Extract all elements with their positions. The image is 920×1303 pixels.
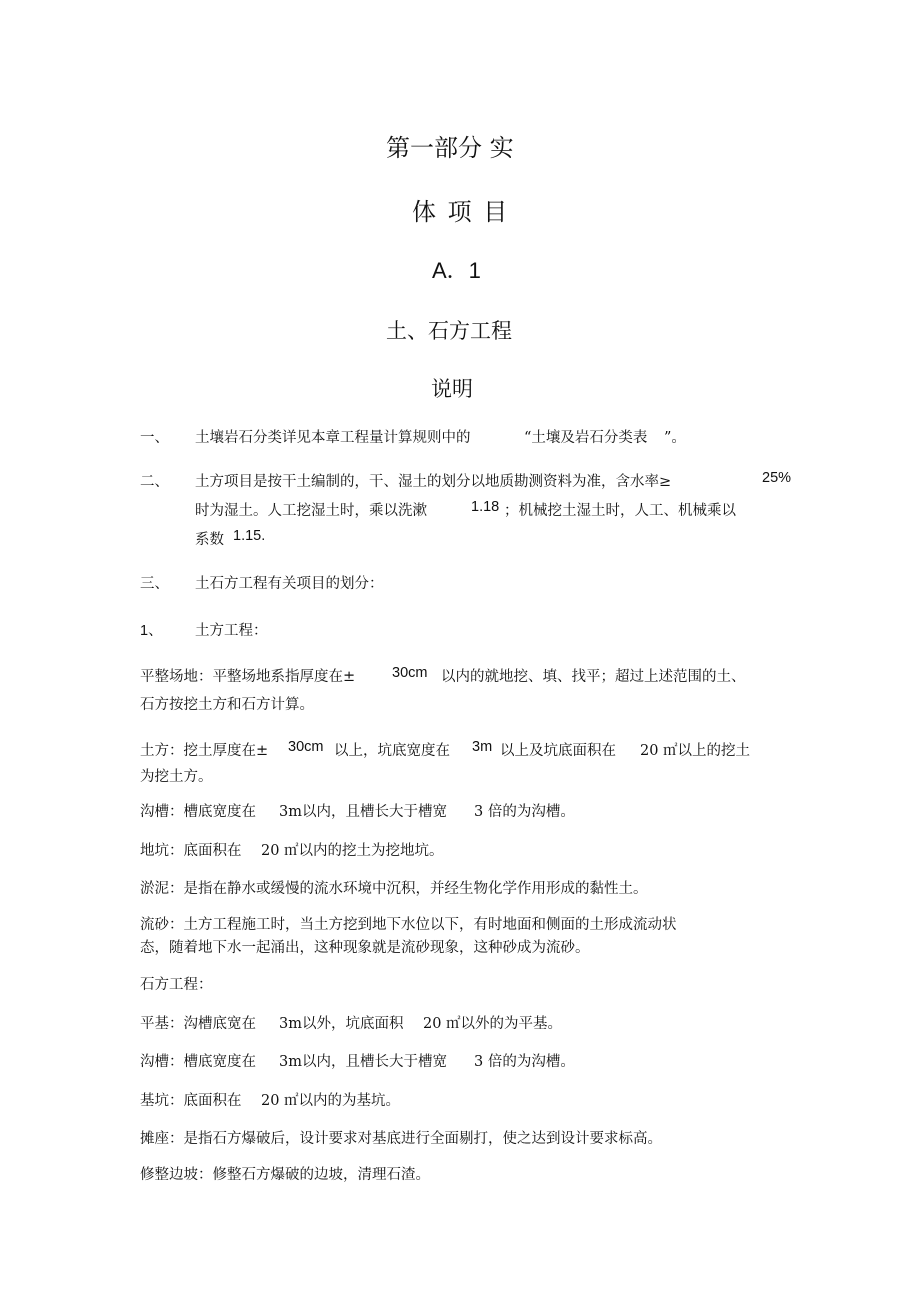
item-2-line1: 土方项目是按干土编制的，干、湿土的划分以地质勘测资料为准，含水率≥ xyxy=(195,474,672,490)
flat-base-c: 20 ㎡以外的为平基。 xyxy=(423,1016,563,1032)
part-title-line1: 第一部分 实 xyxy=(386,134,514,162)
stone-trench-c: 3 倍的为沟槽。 xyxy=(474,1054,575,1070)
trench-c: 3 倍的为沟槽。 xyxy=(474,804,575,820)
stone-trench-b: 3m以内，且槽长大于槽宽 xyxy=(279,1054,447,1070)
item-4-text: 土方工程： xyxy=(195,623,268,639)
earth-line1-a: 土方：挖土厚度在± xyxy=(140,743,269,759)
trench-b: 3m以内，且槽长大于槽宽 xyxy=(279,804,447,820)
item-2-line2-c: ；机械挖土湿土时，人工、机械乘以 xyxy=(504,503,736,519)
flat-base-a: 平基：沟槽底宽在 xyxy=(140,1016,256,1032)
earth-line1-e: 以上及坑底面积在 xyxy=(500,743,616,759)
item-2-factor-machine: 1.15. xyxy=(233,528,266,544)
earth-line1-f: 20 ㎡以上的挖土 xyxy=(640,743,751,759)
earth-line2: 为挖土方。 xyxy=(140,769,213,785)
item-marker-1: 一、 xyxy=(140,430,169,446)
quicksand-line1: 流砂：土方工程施工时，当土方挖到地下水位以下，有时地面和侧面的土形成流动状 xyxy=(140,917,677,933)
level-site-thickness: 30cm xyxy=(392,665,428,681)
level-site-line2: 石方按挖土方和石方计算。 xyxy=(140,697,314,713)
pit-b: 20 ㎡以内的挖土为挖地坑。 xyxy=(261,843,444,859)
item-1-quote-end: ”。 xyxy=(664,430,686,446)
level-site-line1-a: 平整场地：平整场地系指厚度在± xyxy=(140,669,356,685)
earth-thickness: 30cm xyxy=(288,739,324,755)
item-1-quote: “土壤及岩石分类表 xyxy=(524,430,648,446)
stone-trench-a: 沟槽：槽底宽度在 xyxy=(140,1054,256,1070)
pit-a: 地坑：底面积在 xyxy=(140,843,242,859)
section-title: 土、石方工程 xyxy=(386,319,512,343)
section-code: A．1 xyxy=(432,258,481,283)
item-2-factor-manual: 1.18 xyxy=(471,499,500,515)
item-2-line2-a: 时为湿土。人工挖湿土时，乘以洗漱 xyxy=(195,503,427,519)
item-marker-3: 三、 xyxy=(140,576,169,592)
item-1-text: 土壤岩石分类详见本章工程量计算规则中的 xyxy=(195,430,471,446)
item-marker-4: 1、 xyxy=(140,623,163,639)
level-site-line1-c: 以内的就地挖、填、找平；超过上述范围的土、 xyxy=(441,669,746,685)
explanation-heading: 说明 xyxy=(431,377,473,401)
base-trim-text: 摊座：是指石方爆破后，设计要求对基底进行全面剔打，使之达到设计要求标高。 xyxy=(140,1131,662,1147)
quicksand-line2: 态，随着地下水一起涌出，这种现象就是流砂现象，这种砂成为流砂。 xyxy=(140,940,590,956)
item-2-line3-a: 系数 xyxy=(195,532,224,548)
foundation-pit-b: 20 ㎡以内的为基坑。 xyxy=(261,1093,401,1109)
part-title-line2: 体 项 目 xyxy=(412,198,510,226)
item-3-text: 土石方工程有关项目的划分： xyxy=(195,576,384,592)
trench-a: 沟槽：槽底宽度在 xyxy=(140,804,256,820)
item-2-moisture-value: 25% xyxy=(762,470,792,486)
earth-line1-c: 以上，坑底宽度在 xyxy=(334,743,450,759)
foundation-pit-a: 基坑：底面积在 xyxy=(140,1093,242,1109)
slope-trim-text: 修整边坡：修整石方爆破的边坡，清理石渣。 xyxy=(140,1167,430,1183)
stonework-heading: 石方工程： xyxy=(140,977,213,993)
silt-text: 淤泥：是指在静水或缓慢的流水环境中沉积，并经生物化学作用形成的黏性土。 xyxy=(140,881,648,897)
flat-base-b: 3m以外，坑底面积 xyxy=(279,1016,404,1032)
item-marker-2: 二、 xyxy=(140,474,169,490)
earth-width: 3m xyxy=(472,739,493,755)
